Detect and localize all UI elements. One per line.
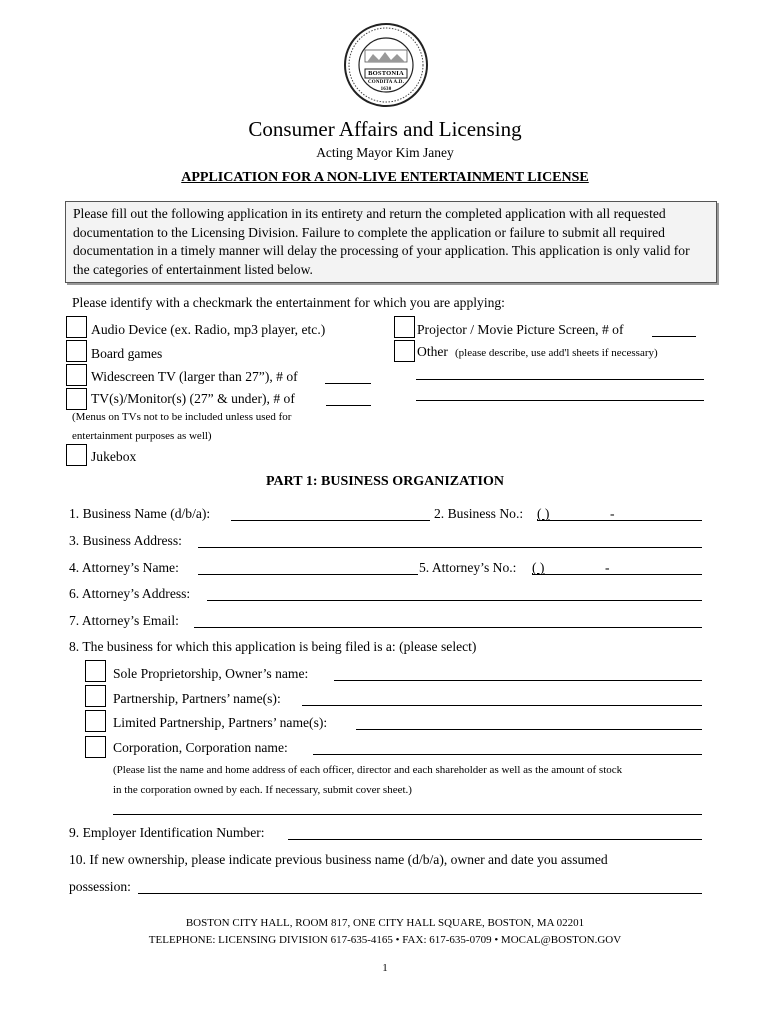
footer-contact: TELEPHONE: LICENSING DIVISION 617-635-4165 • FAX: 617-635-0709 • MOCAL@BOSTON.GOV: [148, 934, 622, 946]
corporation-details-field[interactable]: [113, 814, 702, 815]
widescreen-count-field[interactable]: [325, 383, 371, 384]
corporation-note-line2: in the corporation owned by each. If necessary, submit cover sheet.): [113, 784, 412, 796]
other-description-line1[interactable]: [416, 379, 704, 380]
seal-year-text: 1630: [380, 87, 392, 92]
application-title: APPLICATION FOR A NON-LIVE ENTERTAINMENT LICENSE: [181, 170, 589, 185]
sole-proprietorship-label: Sole Proprietorship, Owner’s name:: [113, 666, 309, 681]
widescreen-label: Widescreen TV (larger than 27”), # of: [91, 369, 298, 384]
attorney-address-field[interactable]: [207, 600, 702, 601]
attorney-no-area-code: ( ): [532, 560, 545, 575]
menus-note-line1: (Menus on TVs not to be included unless used for: [72, 411, 292, 423]
other-description-line2[interactable]: [416, 400, 704, 401]
owner-name-field[interactable]: [334, 680, 702, 681]
business-no-area-code: ( ): [537, 506, 550, 521]
tv-checkbox[interactable]: [66, 388, 87, 410]
widescreen-checkbox[interactable]: [66, 364, 87, 386]
possession-field[interactable]: [138, 893, 702, 894]
new-ownership-label-line2: possession:: [69, 879, 131, 894]
menus-note-line2: entertainment purposes as well): [72, 430, 212, 442]
business-address-field[interactable]: [198, 547, 702, 548]
tv-label: TV(s)/Monitor(s) (27” & under), # of: [91, 391, 295, 406]
seal-city-text: BOSTONIA: [368, 70, 404, 77]
mayor-subtitle: Acting Mayor Kim Janey: [316, 145, 454, 160]
corporation-checkbox[interactable]: [85, 736, 106, 758]
seal-condita-text: CONDITA A.D.: [367, 80, 405, 85]
business-address-label: 3. Business Address:: [69, 533, 182, 548]
ein-label: 9. Employer Identification Number:: [69, 825, 265, 840]
board-games-checkbox[interactable]: [66, 340, 87, 362]
new-ownership-label-line1: 10. If new ownership, please indicate previous business name (d/b/a), owner and date you assumed: [69, 852, 608, 867]
business-no-label: 2. Business No.:: [434, 506, 524, 521]
other-label: Other: [417, 344, 448, 359]
sole-proprietorship-checkbox[interactable]: [85, 660, 106, 682]
business-name-label: 1. Business Name (d/b/a):: [69, 506, 211, 521]
corporation-note-line1: (Please list the name and home address of each officer, director and each shareholder as well as the amount of stock: [113, 764, 623, 776]
board-games-label: Board games: [91, 346, 163, 361]
business-no-dash: -: [610, 506, 615, 521]
limited-partnership-checkbox[interactable]: [85, 710, 106, 732]
attorney-email-field[interactable]: [194, 627, 702, 628]
attorney-no-field[interactable]: [532, 574, 702, 575]
tv-count-field[interactable]: [326, 405, 371, 406]
attorney-name-label: 4. Attorney’s Name:: [69, 560, 179, 575]
entertainment-prompt: Please identify with a checkmark the entertainment for which you are applying:: [72, 295, 505, 310]
other-note: (please describe, use add'l sheets if necessary): [455, 347, 658, 359]
city-seal: [343, 16, 429, 114]
other-checkbox[interactable]: [394, 340, 415, 362]
limited-partnership-label: Limited Partnership, Partners’ name(s):: [113, 715, 328, 730]
instructions-notice: Please fill out the following application in its entirety and return the completed application with all requested documentation to the Licensing Division. Failure to complete the application or failure to submit all required documentation in a timely manner will delay the processing of your application. This application is only valid for the categories of entertainment listed below.: [65, 201, 717, 283]
attorney-address-label: 6. Attorney’s Address:: [69, 586, 191, 601]
org-type-prompt: 8. The business for which this application is being filed is a: (please select): [69, 639, 477, 654]
business-name-field[interactable]: [231, 520, 430, 521]
projector-label: Projector / Movie Picture Screen, # of: [417, 322, 624, 337]
ein-field[interactable]: [288, 839, 702, 840]
attorney-no-dash: -: [605, 560, 610, 575]
seal-graphic: [343, 16, 429, 114]
jukebox-label: Jukebox: [91, 449, 137, 464]
corporation-label: Corporation, Corporation name:: [113, 740, 288, 755]
business-no-field[interactable]: [537, 520, 702, 521]
projector-count-field[interactable]: [652, 336, 696, 337]
partners-name-field[interactable]: [302, 705, 702, 706]
page-number: 1: [382, 962, 388, 974]
audio-label: Audio Device (ex. Radio, mp3 player, etc.): [91, 322, 326, 337]
limited-partners-name-field[interactable]: [356, 729, 702, 730]
footer-address: BOSTON CITY HALL, ROOM 817, ONE CITY HALL SQUARE, BOSTON, MA 02201: [185, 917, 585, 929]
attorney-no-label: 5. Attorney’s No.:: [419, 560, 517, 575]
attorney-email-label: 7. Attorney’s Email:: [69, 613, 179, 628]
projector-checkbox[interactable]: [394, 316, 415, 338]
part1-heading: PART 1: BUSINESS ORGANIZATION: [266, 474, 504, 489]
corporation-name-field[interactable]: [313, 754, 702, 755]
partnership-checkbox[interactable]: [85, 685, 106, 707]
jukebox-checkbox[interactable]: [66, 444, 87, 466]
partnership-label: Partnership, Partners’ name(s):: [113, 691, 281, 706]
audio-checkbox[interactable]: [66, 316, 87, 338]
attorney-name-field[interactable]: [198, 574, 418, 575]
page-title: Consumer Affairs and Licensing: [248, 117, 522, 141]
